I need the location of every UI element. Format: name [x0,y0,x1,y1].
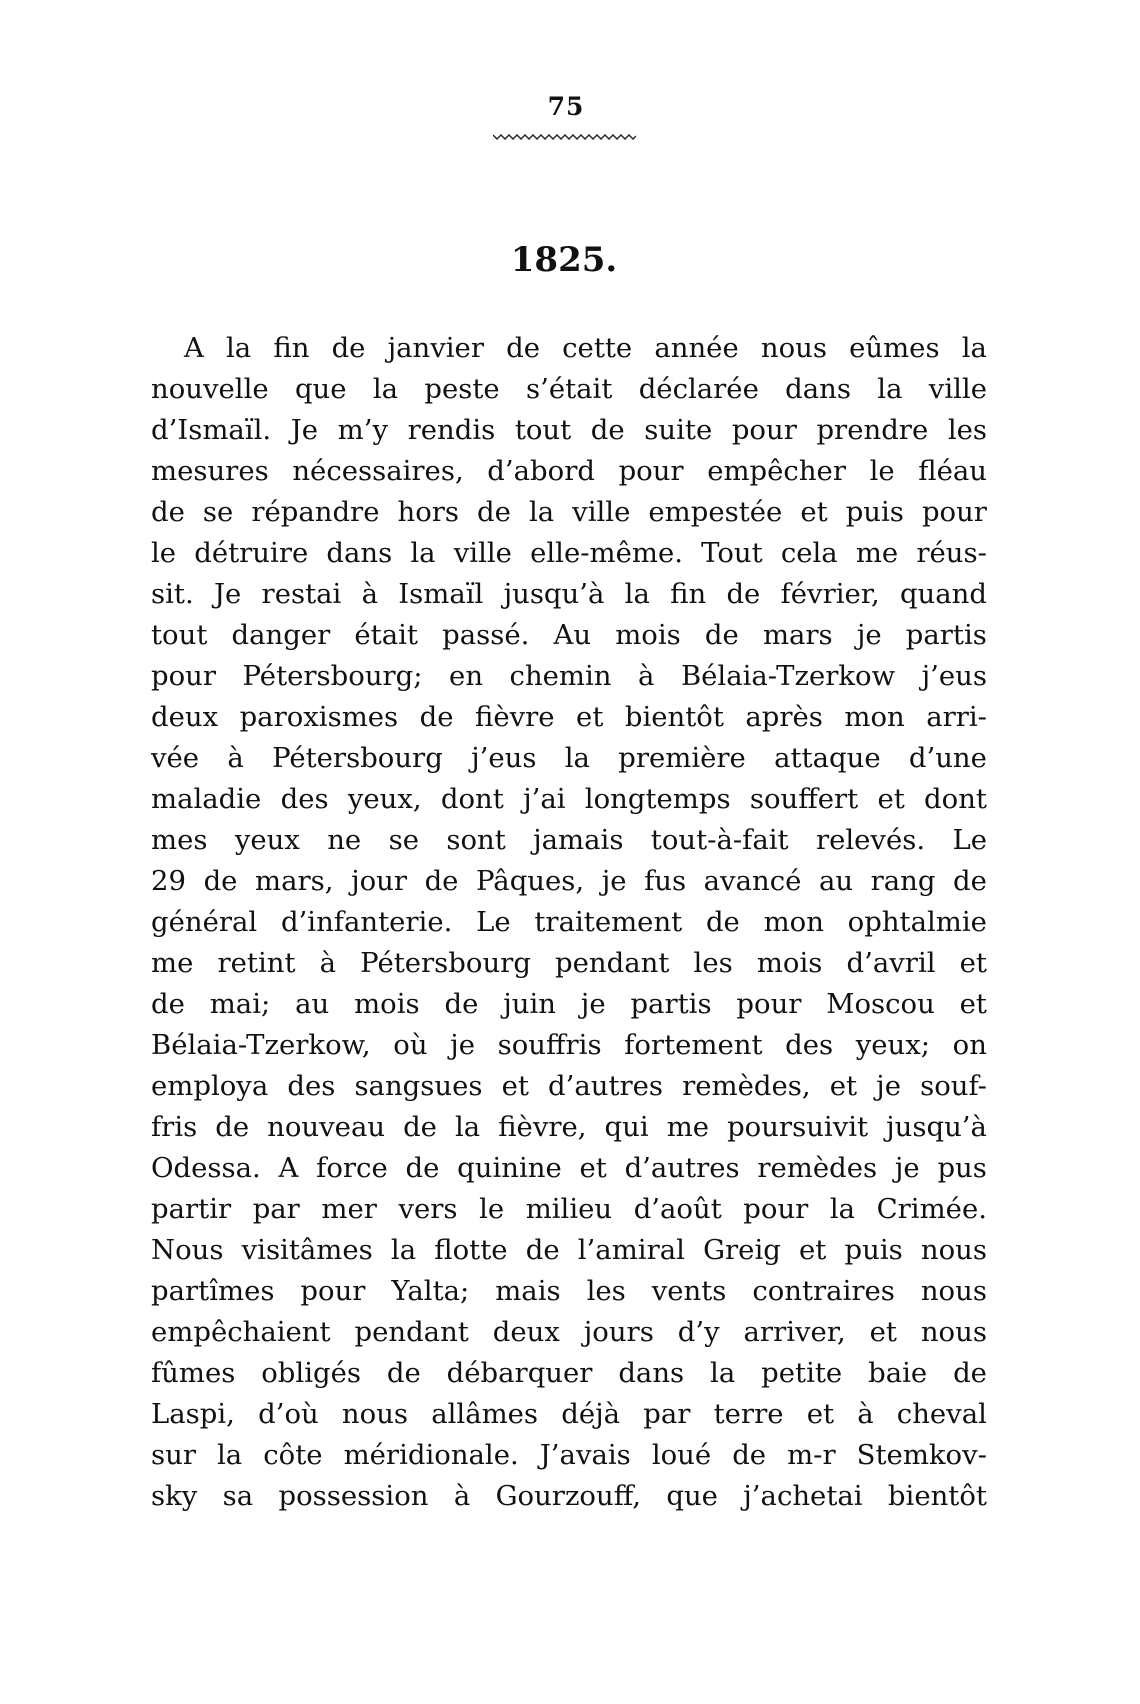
text-line: mes yeux ne se sont jamais tout-à-fait relevés. Le [151,824,987,856]
text-line: Bélaia-Tzerkow, où je souffris fortement des yeux; on [151,1029,987,1061]
text-line: pour Pétersbourg; en chemin à Bélaia-Tzerkow j’eus [151,660,987,692]
body-text [151,328,987,1517]
text-line: de se répandre hors de la ville empestée et puis pour [151,496,987,528]
text-line: tout danger était passé. Au mois de mars je partis [151,619,987,651]
text-line: Odessa. A force de quinine et d’autres remèdes je pus [151,1152,987,1184]
text-line: 29 de mars, jour de Pâques, je fus avancé au rang de [151,865,987,897]
text-line: vée à Pétersbourg j’eus la première attaque d’une [151,742,987,774]
text-line: général d’infanterie. Le traitement de mon ophtalmie [151,906,987,938]
text-line: de mai; au mois de juin je partis pour Moscou et [151,988,987,1020]
ornament-divider [493,133,636,141]
text-line: partir par mer vers le milieu d’août pour la Crimée. [151,1193,987,1225]
year-heading: 1825. [510,240,618,280]
text-line: nouvelle que la peste s’était déclarée dans la ville [151,373,987,405]
text-line: maladie des yeux, dont j’ai longtemps souffert et dont [151,783,987,815]
page-number: 75 [547,92,585,121]
text-line: sur la côte méridionale. J’avais loué de m-r Stemkov- [151,1439,987,1471]
text-line: partîmes pour Yalta; mais les vents contraires nous [151,1275,987,1307]
text-line: me retint à Pétersbourg pendant les mois d’avril et [151,947,987,979]
text-line: sky sa possession à Gourzouff, que j’achetai bientôt [151,1480,987,1512]
text-line: employa des sangsues et d’autres remèdes, et je souf- [151,1070,987,1102]
text-line: fris de nouveau de la fièvre, qui me poursuivit jusqu’à [151,1111,987,1143]
text-line: empêchaient pendant deux jours d’y arriver, et nous [151,1316,987,1348]
text-line: deux paroxismes de fièvre et bientôt après mon arri- [151,701,987,733]
text-line: le détruire dans la ville elle-même. Tout cela me réus- [151,537,987,569]
text-line: Nous visitâmes la flotte de l’amiral Greig et puis nous [151,1234,987,1266]
text-line: Laspi, d’où nous allâmes déjà par terre et à cheval [151,1398,987,1430]
text-line: fûmes obligés de débarquer dans la petite baie de [151,1357,987,1389]
text-line: mesures nécessaires, d’abord pour empêcher le fléau [151,455,987,487]
text-line: d’Ismaïl. Je m’y rendis tout de suite pour prendre les [151,414,987,446]
text-line: A la fin de janvier de cette année nous eûmes la [184,332,987,364]
text-line: sit. Je restai à Ismaïl jusqu’à la fin de février, quand [151,578,987,610]
